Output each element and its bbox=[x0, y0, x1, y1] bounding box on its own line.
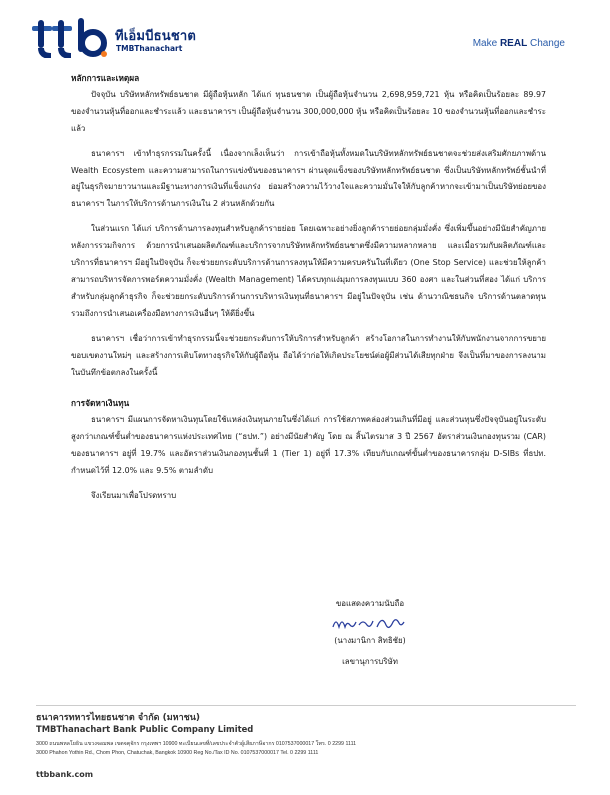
footer bbox=[36, 713, 576, 779]
closing-line: จึงเรียนมาเพื่อโปรดทราบ bbox=[91, 490, 177, 500]
address-english: 3000 Phahon Yothin Rd., Chom Phon, Chatuchak, Bangkok 10900 Reg No./Tax ID No. 0107537000017 Tel. 0 2299 1111 bbox=[36, 750, 319, 756]
paragraph: ในส่วนแรก ได้แก่ บริการด้านการลงทุนสำหรับลูกค้ารายย่อย โดยเฉพาะอย่างยิ่งลูกค้ารายย่อยกลุ่มมั่งคั่ง ซึ่งเพิ่มขึ้นอย่างมีนัยสำคัญภายหลังการรวมกิจการ ด้วยการนำเสนอผลิตภัณฑ์และบริการจากบริษัทหลักทรัพย์ธนชาตซึ่งมีความหลากหลาย และเมื่อรวมกับผลิตภัณฑ์และบริการที่ธนาคารฯ มีอยู่ในปัจจุบัน ก็จะช่วยยกระดับบริการด้านการลงทุนให้มีความครบครันในที่เดียว (One Stop Service) และช่วยให้ลูกค้าสามารถบริหารจัดการพอร์ตความมั่งคั่ง (Wealth Management) ได้ครบทุกแง่มุมการลงทุนแบบ 360 องศา และในส่วนที่สอง ได้แก่ บริการสำหรับกลุ่มลูกค้าธุรกิจ ก็จะช่วยยกระดับบริการด้านการบริหารเงินทุนที่ธนาคารฯ มีอยู่ในปัจจุบัน เช่น ด้านวาณิชธนกิจ บริการด้านตลาดทุน รวมถึงการนำเสนอเครื่องมือทางการเงินอื่นๆ ให้ดียิ่งขึ้น bbox=[71, 224, 546, 318]
signatory-name: (นางมานิกา สิทธิชัย) bbox=[334, 635, 406, 645]
paragraph: ธนาคารฯ เข้าทำธุรกรรมในครั้งนี้ เนื่องจากเล็งเห็นว่า การเข้าถือหุ้นทั้งหมดในบริษัทหลักทรัพย์ธนชาตจะช่วยส่งเสริมศักยภาพด้าน Wealth Ecosystem และความสามารถในการแข่งขันของธนาคารฯ ผ่านจุดแข็งของบริษัทหลักทรัพย์ธนชาต ซึ่งเป็นบริษัทหลักทรัพย์ชั้นนำที่อยู่ในธุรกิจมายาวนานและมีฐานะทางการเงินที่แข็งแกร่ง ย่อมสร้างความไว้วางใจและความมั่นใจให้กับลูกค้าหากจะเข้ามาเป็นบริษัทย่อยของธนาคารฯ ในการให้บริการด้านการเงินใน 2 ส่วนหลักด้วยกัน bbox=[71, 148, 546, 209]
section-title-rationale: หลักการและเหตุผล bbox=[71, 73, 140, 83]
brand-name-thai: ทีเอ็มบีธนชาต bbox=[115, 29, 197, 44]
ttb-logo-icon bbox=[30, 18, 110, 58]
company-name-thai: ธนาคารทหารไทยธนชาต จำกัด (มหาชน) bbox=[36, 713, 201, 723]
website-link[interactable]: ttbbank.com bbox=[36, 770, 94, 779]
address-thai: 3000 ถนนพหลโยธิน แขวงจอมพล เขตจตุจักร กรุงเทพฯ 10900 ทะเบียนเลขที่/เลขประจำตัวผู้เสียภาษีอากร 0107537000017 โทร. 0 2299 1111 bbox=[36, 741, 357, 747]
section-title-funding: การจัดหาเงินทุน bbox=[71, 398, 130, 409]
regards-text: ขอแสดงความนับถือ bbox=[335, 599, 405, 608]
brand-name-english: TMBThanachart bbox=[116, 44, 183, 53]
paragraph: ธนาคารฯ เชื่อว่าการเข้าทำธุรกรรมนี้จะช่วยยกระดับการให้บริการสำหรับลูกค้า สร้างโอกาสในการทำงานให้กับพนักงานจากการขยายขอบเขตงานใหม่ๆ และสร้างการเติบโตทางธุรกิจให้กับผู้ถือหุ้น ถือได้ว่าก่อให้เกิดประโยชน์ต่อผู้มีส่วนได้เสียทุกฝ่าย จึงเป็นที่มาของการลงนามในบันทึกข้อตกลงในครั้งนี้ bbox=[71, 333, 546, 377]
signature-block bbox=[290, 596, 450, 671]
company-name-english: TMBThanachart Bank Public Company Limited bbox=[36, 724, 254, 734]
letter-body bbox=[71, 70, 546, 505]
tagline: Make REAL Change bbox=[472, 38, 565, 49]
handwritten-signature-icon bbox=[325, 613, 415, 633]
paragraph: ธนาคารฯ มีแผนการจัดหาเงินทุนโดยใช้แหล่งเงินทุนภายในซึ่งได้แก่ การใช้สภาพคล่องส่วนเกินที่มีอยู่ และส่วนทุนซึ่งปัจจุบันอยู่ในระดับสูงกว่าเกณฑ์ขั้นต่ำของธนาคารแห่งประเทศไทย (“ธปท.”) อย่างมีนัยสำคัญ โดย ณ สิ้นไตรมาส 3 ปี 2567 อัตราส่วนเงินกองทุนรวม (CAR) ของธนาคารฯ อยู่ที่ 19.7% และอัตราส่วนเงินกองทุนชั้นที่ 1 (Tier 1) อยู่ที่ 17.3% เทียบกับเกณฑ์ขั้นต่ำของธนาคารกลุ่ม D-SIBs ที่ธปท. กำหนดไว้ที่ 12.0% และ 9.5% ตามลำดับ bbox=[71, 415, 546, 476]
paragraph: ปัจจุบัน บริษัทหลักทรัพย์ธนชาต มีผู้ถือหุ้นหลัก ได้แก่ ทุนธนชาต เป็นผู้ถือหุ้นจำนวน 2,698,959,721 หุ้น หรือคิดเป็นร้อยละ 89.97 ของจำนวนหุ้นที่ออกและชำระแล้ว และธนาคารฯ เป็นผู้ถือหุ้นจำนวน 300,000,000 หุ้น หรือคิดเป็นร้อยละ 10 ของจำนวนหุ้นที่ออกและชำระแล้ว bbox=[71, 89, 546, 133]
signatory-position: เลขานุการบริษัท bbox=[342, 657, 398, 667]
footer-divider bbox=[36, 705, 576, 706]
letterhead bbox=[0, 0, 610, 70]
